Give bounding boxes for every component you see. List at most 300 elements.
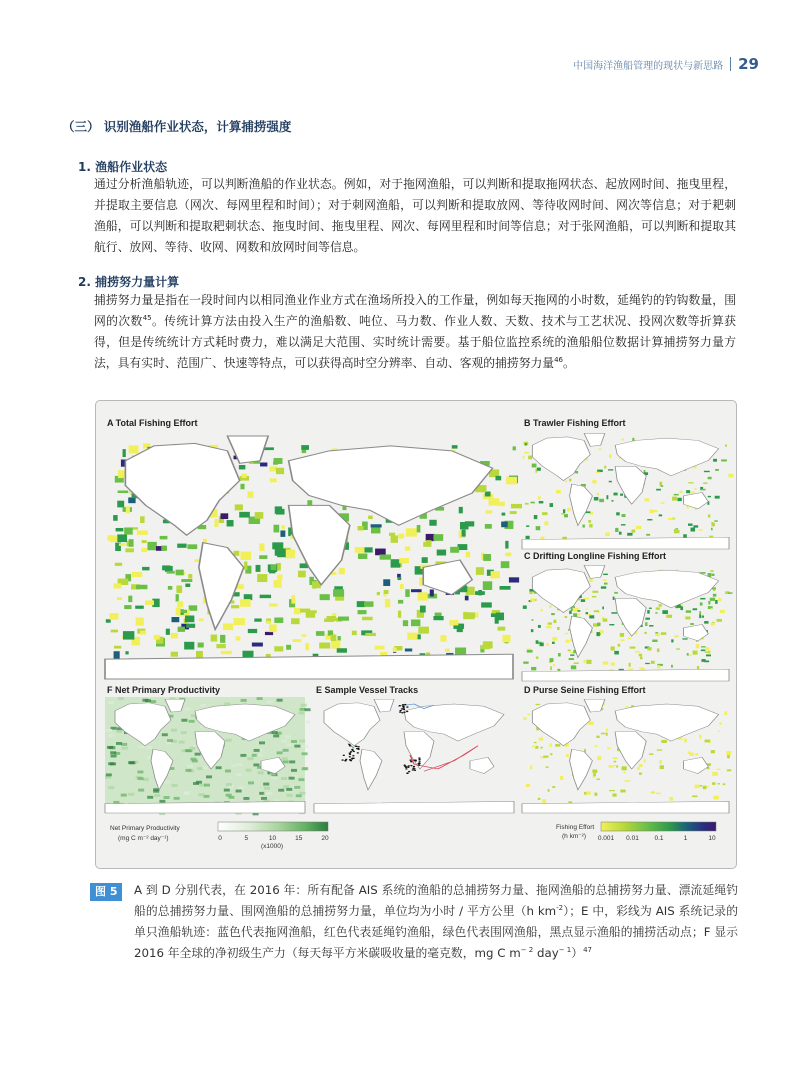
effort-speckle	[635, 651, 640, 653]
effort-speckle	[535, 469, 537, 473]
effort-speckle	[620, 790, 625, 793]
npp-speckle	[179, 741, 185, 744]
effort-speckle	[597, 756, 601, 760]
effort-speckle	[257, 574, 267, 582]
effort-speckle	[718, 599, 722, 602]
effort-speckle	[570, 654, 574, 655]
effort-speckle	[649, 509, 654, 513]
npp-speckle	[281, 777, 287, 780]
effort-speckle	[561, 513, 565, 515]
page-number: 29	[738, 55, 759, 73]
effort-speckle	[540, 609, 542, 611]
effort-speckle	[452, 445, 458, 448]
effort-speckle	[234, 618, 245, 625]
npp-speckle	[286, 788, 292, 791]
effort-speckle	[123, 449, 126, 457]
npp-speckle	[108, 701, 114, 704]
npp-speckle	[257, 754, 263, 757]
effort-speckle	[693, 525, 698, 527]
effort-speckle	[481, 602, 492, 607]
effort-speckle	[406, 528, 417, 536]
npp-speckle	[305, 708, 311, 711]
effort-speckle	[686, 610, 691, 612]
effort-speckle	[198, 643, 204, 648]
effort-speckle	[355, 547, 365, 553]
effort-speckle	[645, 663, 650, 664]
effort-speckle	[602, 607, 604, 610]
effort-speckle	[645, 622, 647, 626]
effort-speckle	[621, 524, 626, 525]
npp-speckle	[181, 731, 187, 734]
npp-colorbar-unit: (mg C m⁻² day⁻¹)	[118, 835, 169, 842]
npp-speckle	[289, 777, 295, 780]
effort-speckle	[358, 554, 367, 559]
effort-speckle	[645, 618, 650, 620]
effort-speckle	[657, 749, 662, 750]
npp-speckle	[257, 697, 263, 700]
npp-speckle	[302, 752, 308, 755]
effort-speckle	[383, 579, 390, 586]
effort-speckle	[599, 630, 603, 633]
effort-speckle	[118, 491, 129, 493]
effort-speckle	[177, 544, 186, 548]
fishing-activity-point	[410, 765, 412, 766]
effort-speckle	[724, 711, 727, 715]
npp-speckle	[267, 701, 273, 704]
effort-speckle	[588, 520, 591, 523]
effort-speckle	[540, 643, 544, 647]
effort-speckle	[696, 644, 700, 648]
npp-speckle	[106, 729, 112, 732]
npp-speckle	[196, 781, 202, 784]
effort-speckle	[699, 529, 703, 531]
effort-speckle	[154, 635, 160, 640]
effort-speckle	[140, 631, 146, 635]
effort-speckle	[566, 640, 570, 643]
effort-speckle	[630, 647, 636, 649]
effort-speckle	[614, 592, 618, 594]
effort-speckle	[688, 482, 693, 483]
npp-speckle	[301, 704, 307, 707]
effort-speckle	[690, 528, 695, 532]
panel-d-purse-seine-effort-map	[522, 697, 731, 813]
npp-speckle	[121, 794, 127, 797]
effort-speckle	[666, 615, 672, 618]
npp-speckle	[189, 747, 195, 750]
effort-speckle	[613, 765, 615, 766]
effort-speckle	[117, 501, 124, 508]
effort-speckle	[621, 639, 625, 641]
effort-speckle	[140, 516, 144, 523]
effort-speckle	[505, 553, 511, 557]
npp-speckle	[153, 790, 159, 793]
npp-speckle	[197, 767, 203, 770]
effort-speckle	[510, 511, 517, 514]
effort-speckle	[581, 599, 585, 602]
effort-speckle	[526, 525, 529, 527]
effort-speckle	[265, 632, 273, 635]
npp-speckle	[185, 769, 191, 772]
effort-speckle	[588, 722, 594, 725]
effort-speckle	[677, 498, 681, 501]
effort-speckle	[577, 614, 580, 616]
effort-speckle	[540, 747, 542, 749]
effort-speckle	[597, 623, 600, 626]
effort-speckle	[695, 488, 697, 490]
effort-speckle	[550, 743, 552, 747]
effort-speckle	[405, 589, 409, 597]
npp-speckle	[224, 789, 230, 792]
effort-speckle	[613, 493, 617, 496]
effort-speckle	[571, 665, 576, 669]
effort-speckle	[274, 617, 283, 622]
effort-speckle	[532, 746, 536, 748]
effort-speckle	[621, 439, 624, 441]
effort-speckle	[291, 618, 300, 624]
effort-speckle	[489, 498, 500, 505]
effort-speckle	[589, 578, 593, 582]
panel-f-npp-map	[105, 697, 311, 815]
effort-speckle	[274, 458, 283, 464]
effort-speckle	[236, 636, 241, 640]
effort-speckle	[538, 798, 541, 800]
effort-speckle	[501, 561, 510, 568]
effort-speckle	[556, 490, 561, 493]
effort-speckle	[546, 766, 549, 768]
effort-speckle	[566, 754, 569, 757]
effort-speckle	[615, 528, 618, 532]
effort-speckle	[593, 773, 596, 776]
npp-speckle	[154, 794, 160, 797]
running-separator	[730, 57, 731, 71]
effort-speckle	[544, 521, 548, 525]
effort-speckle	[674, 635, 678, 637]
effort-speckle	[711, 623, 715, 626]
effort-speckle	[199, 618, 203, 621]
effort-speckle	[534, 742, 537, 743]
npp-speckle	[162, 733, 168, 736]
running-title: 中国海洋渔船管理的现状与新思路	[573, 60, 724, 72]
effort-speckle	[709, 536, 713, 537]
effort-speckle	[405, 546, 410, 550]
effort-speckle	[294, 608, 301, 614]
fishing-activity-point	[404, 704, 406, 705]
effort-speckle	[337, 648, 347, 652]
effort-speckle	[385, 599, 390, 607]
npp-speckle	[294, 745, 300, 748]
effort-speckle	[375, 646, 385, 650]
effort-speckle	[426, 534, 435, 541]
npp-speckle	[273, 734, 279, 737]
effort-speckle	[552, 786, 555, 788]
effort-speckle	[319, 643, 330, 649]
effort-speckle	[598, 612, 600, 613]
effort-speckle	[364, 601, 373, 606]
effort-speckle	[692, 795, 697, 797]
colorbar-tick-label: 0.001	[597, 835, 615, 842]
fishing-activity-point	[344, 760, 346, 761]
effort-speckle	[659, 760, 662, 764]
effort-speckle	[269, 624, 277, 632]
effort-speckle	[176, 594, 179, 601]
effort-speckle	[114, 583, 122, 588]
effort-speckle	[589, 615, 594, 618]
effort-speckle	[334, 586, 343, 589]
fishing-activity-point	[408, 765, 410, 766]
effort-speckle	[599, 499, 604, 502]
effort-speckle	[551, 613, 555, 615]
effort-speckle	[391, 559, 401, 567]
effort-speckle	[538, 496, 541, 499]
effort-speckle	[622, 514, 626, 517]
npp-speckle	[142, 699, 148, 702]
npp-speckle	[283, 785, 289, 788]
effort-speckle	[569, 658, 574, 660]
npp-speckle	[263, 783, 269, 786]
effort-speckle	[114, 646, 121, 649]
fishing-activity-point	[357, 746, 359, 747]
panel-d-title: D Purse Seine Fishing Effort	[524, 685, 646, 695]
effort-speckle	[651, 661, 655, 664]
fishing-activity-point	[406, 766, 408, 767]
effort-speckle	[142, 567, 149, 570]
reference-number: 45	[142, 314, 152, 322]
effort-speckle	[536, 526, 541, 530]
effort-speckle	[181, 579, 192, 582]
effort-speckle	[656, 793, 661, 794]
effort-speckle	[697, 666, 699, 669]
effort-speckle	[184, 642, 194, 650]
effort-speckle	[614, 651, 619, 655]
caption-superscript: − 2	[520, 946, 534, 954]
effort-speckle	[531, 667, 536, 670]
effort-speckle	[220, 635, 225, 643]
effort-speckle	[577, 610, 580, 612]
effort-speckle	[429, 520, 436, 526]
paragraph-text: 。传统计算方法由投入生产的渔船数、吨位、马力数、作业人数、天数、技术与工艺状况、投网次数等折算获得，但是传统统计方式耗时费力，难以满足大范围、实时统计需要。基于船位监控系统的渔船船位数据计算捕捞努力量方法，具有实时、范围广、快速等特点，可以获得高时空分辨率、自动、客观的捕捞努力量	[94, 314, 736, 370]
effort-speckle	[239, 512, 250, 518]
effort-speckle	[536, 656, 538, 658]
caption-text: ）；E 中，彩线为 AIS 系统记录的单只渔船轨迹：蓝色代表拖网渔船，红色代表延绳钓渔船，绿色代表围网渔船，黑点显示渔船的捕捞活动点；F 显示 2016 年全球的净初级生产力（每天每平方米碳吸收量的毫克数，mg C m	[134, 904, 738, 960]
effort-speckle	[115, 563, 122, 566]
effort-speckle	[499, 502, 505, 506]
effort-speckle	[644, 759, 646, 762]
npp-speckle	[302, 767, 308, 770]
npp-speckle	[159, 800, 165, 803]
effort-speckle	[715, 469, 719, 471]
npp-speckle	[299, 792, 305, 795]
npp-speckle	[238, 786, 244, 789]
effort-speckle	[223, 623, 233, 630]
effort-speckle	[711, 608, 713, 610]
effort-speckle	[596, 736, 599, 738]
effort-speckle	[727, 769, 731, 771]
effort-speckle	[111, 630, 118, 633]
effort-speckle	[594, 497, 599, 501]
effort-speckle	[132, 572, 142, 577]
effort-speckle	[558, 653, 561, 656]
effort-speckle	[259, 555, 267, 559]
effort-speckle	[639, 764, 643, 767]
effort-speckle	[142, 540, 147, 543]
effort-speckle	[700, 602, 703, 605]
effort-speckle	[612, 794, 616, 797]
effort-speckle	[110, 536, 117, 542]
fishing-activity-point	[417, 763, 419, 764]
paragraph-operation-status: 通过分析渔船轨迹，可以判断渔船的作业状态。例如，对于拖网渔船，可以判断和提取拖网状态、起放网时间、拖曳里程，并提取主要信息（网次、每网里程和时间）；对于刺网渔船，可以判断和提取放网、等待收网时间、网次等信息；对于耙刺渔船，可以判断和提取耙刺状态、拖曳时间、拖曳里程、网次、每网里程和时间等信息；对于张网渔船，可以判断和提取其航行、放网、等待、收网、网数和放网时间等信息。	[94, 177, 736, 254]
effort-speckle	[693, 608, 698, 610]
npp-speckle	[289, 760, 295, 763]
effort-colorbar-unit: (h km⁻²)	[562, 833, 587, 840]
effort-speckle	[126, 506, 130, 513]
effort-speckle	[274, 525, 280, 533]
effort-speckle	[358, 526, 364, 530]
effort-speckle	[702, 616, 704, 618]
npp-speckle	[264, 787, 270, 790]
effort-speckle	[141, 548, 147, 552]
effort-speckle	[400, 584, 404, 589]
effort-speckle	[129, 445, 139, 453]
effort-speckle	[627, 533, 632, 536]
effort-speckle	[706, 654, 711, 656]
effort-speckle	[688, 655, 691, 656]
effort-speckle	[269, 570, 276, 573]
subsection-heading-operation-status: 1. 渔船作业状态	[78, 160, 168, 174]
npp-speckle	[298, 778, 304, 781]
effort-speckle	[227, 520, 234, 526]
colorbar-tick-label: 15	[295, 835, 303, 842]
effort-speckle	[659, 514, 663, 516]
effort-speckle	[176, 586, 182, 593]
effort-speckle	[604, 466, 606, 469]
effort-speckle	[613, 597, 615, 600]
npp-speckle	[304, 721, 310, 724]
effort-speckle	[530, 598, 535, 601]
effort-speckle	[525, 503, 529, 505]
fishing-activity-point	[349, 745, 351, 746]
effort-speckle	[242, 474, 247, 478]
effort-speckle	[695, 785, 700, 789]
effort-speckle	[721, 459, 727, 461]
effort-speckle	[282, 525, 285, 529]
fishing-activity-point	[418, 759, 420, 760]
effort-speckle	[603, 618, 607, 621]
effort-speckle	[616, 512, 620, 515]
effort-speckle	[661, 502, 665, 504]
effort-speckle	[358, 610, 367, 614]
effort-speckle	[277, 575, 282, 580]
effort-speckle	[523, 662, 528, 664]
effort-speckle	[611, 612, 617, 614]
effort-speckle	[550, 658, 554, 662]
effort-speckle	[695, 753, 698, 755]
effort-speckle	[117, 534, 127, 542]
effort-speckle	[407, 633, 417, 640]
effort-speckle	[609, 454, 611, 458]
fishing-activity-point	[413, 760, 415, 761]
effort-speckle	[613, 757, 618, 759]
effort-speckle	[377, 592, 380, 595]
effort-speckle	[433, 616, 443, 620]
effort-speckle	[605, 532, 609, 536]
effort-speckle	[240, 552, 251, 560]
effort-speckle	[713, 796, 718, 800]
npp-colorbar-scale-note: (x1000)	[261, 843, 284, 850]
npp-speckle	[195, 753, 201, 756]
effort-speckle	[586, 791, 590, 794]
effort-speckle	[537, 468, 541, 471]
npp-speckle	[299, 740, 305, 743]
npp-speckle	[192, 760, 198, 763]
npp-speckle	[226, 783, 232, 786]
effort-speckle	[611, 646, 615, 650]
effort-speckle	[272, 542, 283, 549]
effort-speckle	[185, 616, 194, 623]
effort-speckle	[672, 497, 677, 501]
effort-speckle	[527, 649, 531, 650]
effort-speckle	[546, 643, 548, 646]
npp-speckle	[128, 761, 134, 764]
effort-speckle	[708, 477, 712, 479]
effort-speckle	[240, 484, 244, 489]
effort-speckle	[607, 748, 611, 750]
effort-speckle	[555, 744, 560, 747]
effort-speckle	[603, 579, 607, 580]
effort-speckle	[723, 783, 726, 785]
colorbar-tick-label: 0.01	[626, 835, 639, 842]
effort-speckle	[713, 594, 717, 597]
effort-speckle	[687, 653, 689, 656]
effort-speckle	[502, 513, 506, 516]
fishing-activity-point	[418, 765, 420, 766]
effort-speckle	[177, 601, 183, 607]
effort-speckle	[380, 555, 391, 560]
effort-speckle	[398, 611, 401, 618]
fishing-activity-point	[341, 759, 343, 760]
npp-colorbar-label: Net Primary Productivity	[110, 825, 180, 832]
npp-speckle	[291, 769, 297, 772]
effort-speckle	[116, 528, 124, 531]
fishing-activity-point	[350, 751, 352, 752]
effort-speckle	[523, 717, 526, 720]
fishing-activity-point	[413, 768, 415, 769]
npp-speckle	[181, 719, 187, 722]
effort-speckle	[333, 589, 344, 596]
effort-speckle	[285, 550, 295, 558]
effort-speckle	[530, 502, 534, 504]
effort-speckle	[239, 465, 246, 469]
fishing-activity-point	[349, 756, 351, 757]
effort-speckle	[505, 541, 508, 549]
fishing-activity-point	[403, 765, 405, 766]
effort-speckle	[497, 627, 505, 631]
effort-speckle	[455, 648, 466, 656]
effort-speckle	[178, 627, 185, 632]
effort-speckle	[639, 773, 642, 775]
effort-speckle	[375, 549, 386, 556]
effort-speckle	[699, 614, 701, 618]
effort-speckle	[160, 536, 168, 539]
effort-speckle	[270, 478, 277, 482]
caption-superscript: − 1	[558, 946, 572, 954]
npp-speckle	[264, 792, 270, 795]
npp-speckle	[246, 769, 252, 772]
fishing-activity-point	[349, 752, 351, 753]
effort-speckle	[491, 613, 498, 617]
effort-speckle	[147, 542, 156, 550]
effort-speckle	[495, 476, 501, 480]
effort-speckle	[567, 508, 570, 512]
